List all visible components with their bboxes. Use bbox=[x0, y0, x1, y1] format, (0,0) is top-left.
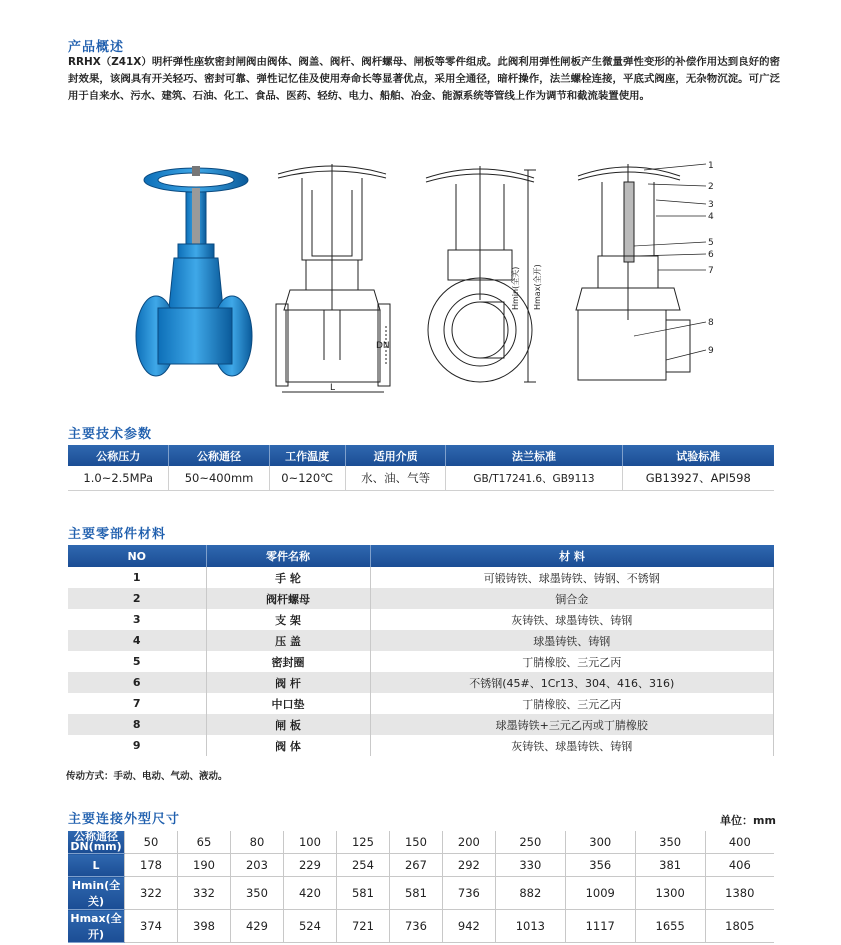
dims-table bbox=[68, 831, 774, 943]
part-callout: 4 bbox=[708, 212, 714, 222]
dims-dn-row bbox=[68, 831, 774, 854]
dn-cell: 350 bbox=[635, 831, 705, 854]
part-material: 可锻铸铁、球墨铸铁、铸钢、不锈钢 bbox=[370, 567, 774, 588]
dn-header-line1: 公称通径 bbox=[74, 830, 118, 843]
part-no: 7 bbox=[68, 693, 206, 714]
part-material: 丁腈橡胶、三元乙丙 bbox=[370, 693, 774, 714]
part-callout: 1 bbox=[708, 161, 714, 171]
tech-value: 50~400mm bbox=[169, 466, 269, 491]
part-name: 阀 杆 bbox=[206, 672, 370, 693]
dim-cell: 581 bbox=[336, 877, 389, 910]
dim-cell: 178 bbox=[125, 854, 178, 877]
tech-header: 试验标准 bbox=[676, 449, 721, 463]
part-name: 密封圈 bbox=[206, 651, 370, 672]
parts-title: 主要零部件材料 bbox=[68, 527, 167, 542]
dim-cell: 1117 bbox=[565, 910, 635, 943]
dim-cell: 190 bbox=[177, 854, 230, 877]
dim-cell: 1380 bbox=[705, 877, 774, 910]
dim-cell: 736 bbox=[389, 910, 442, 943]
part-no: 1 bbox=[68, 567, 206, 588]
tech-value: 水、油、气等 bbox=[345, 466, 446, 491]
dim-cell: 420 bbox=[283, 877, 336, 910]
part-callout: 3 bbox=[708, 200, 714, 210]
dim-cell: 332 bbox=[177, 877, 230, 910]
part-material: 丁腈橡胶、三元乙丙 bbox=[370, 651, 774, 672]
parts-header: 材 料 bbox=[559, 550, 585, 563]
row-label: Hmin(全关) bbox=[68, 877, 125, 910]
valve-drawing-parts bbox=[568, 160, 728, 390]
valve-drawing-side bbox=[420, 160, 550, 392]
dim-cell: 356 bbox=[565, 854, 635, 877]
dn-cell: 80 bbox=[230, 831, 283, 854]
dn-cell: 50 bbox=[125, 831, 178, 854]
dim-cell: 942 bbox=[442, 910, 495, 943]
part-no: 4 bbox=[68, 630, 206, 651]
dims-title: 主要连接外型尺寸 bbox=[68, 812, 181, 827]
tech-header: 公称通径 bbox=[169, 445, 269, 466]
part-material: 灰铸铁、球墨铸铁、铸钢 bbox=[370, 609, 774, 630]
part-callout: 7 bbox=[708, 266, 714, 276]
dim-cell: 882 bbox=[495, 877, 565, 910]
dim-cell: 229 bbox=[283, 854, 336, 877]
part-material: 球墨铸铁+三元乙丙或丁腈橡胶 bbox=[370, 714, 774, 735]
dn-cell: 250 bbox=[495, 831, 565, 854]
dim-cell: 381 bbox=[635, 854, 705, 877]
row-label: Hmax(全开) bbox=[68, 910, 125, 943]
dn-cell: 200 bbox=[442, 831, 495, 854]
dim-cell: 322 bbox=[125, 877, 178, 910]
part-callout: 5 bbox=[708, 238, 714, 248]
dn-header bbox=[68, 831, 125, 854]
dim-cell: 524 bbox=[283, 910, 336, 943]
tech-header: 工作温度 bbox=[269, 445, 345, 466]
dn-dim-label: DN bbox=[376, 341, 390, 351]
part-no: 5 bbox=[68, 651, 206, 672]
dim-cell: 330 bbox=[495, 854, 565, 877]
part-name: 手 轮 bbox=[206, 567, 370, 588]
dim-cell: 292 bbox=[442, 854, 495, 877]
part-no: 2 bbox=[68, 588, 206, 609]
dn-cell: 300 bbox=[565, 831, 635, 854]
dim-cell: 1013 bbox=[495, 910, 565, 943]
dim-cell: 736 bbox=[442, 877, 495, 910]
parts-table bbox=[68, 545, 774, 756]
dim-cell: 398 bbox=[177, 910, 230, 943]
dims-hmax-row bbox=[68, 910, 774, 943]
hmin-dim-label: Hmin(全关) bbox=[511, 266, 520, 310]
part-no: 3 bbox=[68, 609, 206, 630]
part-no: 8 bbox=[68, 714, 206, 735]
valve-photo bbox=[128, 158, 260, 388]
parts-header: NO bbox=[68, 545, 206, 567]
dims-hmin-row bbox=[68, 877, 774, 910]
dim-cell: 254 bbox=[336, 854, 389, 877]
valve-drawing-front bbox=[272, 160, 394, 398]
part-no: 6 bbox=[68, 672, 206, 693]
part-no: 9 bbox=[68, 735, 206, 756]
dn-cell: 100 bbox=[283, 831, 336, 854]
dn-cell: 65 bbox=[177, 831, 230, 854]
part-callout: 8 bbox=[708, 318, 714, 328]
part-callout: 2 bbox=[708, 182, 714, 192]
dim-cell: 1655 bbox=[635, 910, 705, 943]
tech-value: GB13927、API598 bbox=[622, 466, 774, 491]
part-material: 灰铸铁、球墨铸铁、铸钢 bbox=[370, 735, 774, 756]
dn-cell: 400 bbox=[705, 831, 774, 854]
part-callout: 9 bbox=[708, 346, 714, 356]
tech-value: 1.0~2.5MPa bbox=[68, 466, 169, 491]
tech-value: 0~120℃ bbox=[269, 466, 345, 491]
l-dim-label: L bbox=[330, 383, 336, 393]
part-material: 不锈钢(45#、1Cr13、304、416、316) bbox=[370, 672, 774, 693]
tech-header: 法兰标准 bbox=[446, 445, 622, 466]
part-name: 支 架 bbox=[206, 609, 370, 630]
dim-cell: 1009 bbox=[565, 877, 635, 910]
tech-header: 公称压力 bbox=[68, 445, 169, 466]
tech-title: 主要技术参数 bbox=[68, 427, 153, 442]
tech-table bbox=[68, 445, 774, 491]
dim-cell: 406 bbox=[705, 854, 774, 877]
dim-cell: 203 bbox=[230, 854, 283, 877]
dim-cell: 267 bbox=[389, 854, 442, 877]
dims-l-row bbox=[68, 854, 774, 877]
dn-header-line2: DN(mm) bbox=[70, 840, 122, 853]
dn-cell: 125 bbox=[336, 831, 389, 854]
dim-cell: 429 bbox=[230, 910, 283, 943]
part-callout: 6 bbox=[708, 250, 714, 260]
dim-cell: 581 bbox=[389, 877, 442, 910]
hmax-dim-label: Hmax(全开) bbox=[533, 264, 542, 310]
dn-cell: 150 bbox=[389, 831, 442, 854]
unit-label: 单位：mm bbox=[720, 814, 776, 827]
dim-cell: 721 bbox=[336, 910, 389, 943]
part-name: 闸 板 bbox=[206, 714, 370, 735]
dim-cell: 374 bbox=[125, 910, 178, 943]
overview-title: 产品概述 bbox=[68, 40, 125, 55]
tech-header: 适用介质 bbox=[345, 445, 446, 466]
part-name: 中口垫 bbox=[206, 693, 370, 714]
dim-cell: 350 bbox=[230, 877, 283, 910]
overview-text: RRHX（Z41X）明杆弹性座软密封闸阀由阀体、阀盖、阀杆、阀杆螺母、闸板等零件组成。此阀利用弹性闸板产生微量弹性变形的补偿作用达到良好的密封效果，该阀具有开关轻巧、密封可靠、弹性记忆佳及使用寿命长等显著优点，采用全通径，暗杆操作，法兰螺栓连接，平底式阀座，无杂物沉淀。可广泛用于自来水、污水、建筑、石油、化工、食品、医药、轻纺、电力、船舶、冶金、能源系统等管线上作为调节和截流装置使用。 bbox=[68, 56, 780, 102]
part-name: 阀 体 bbox=[206, 735, 370, 756]
row-label: L bbox=[68, 854, 125, 877]
parts-header: 零件名称 bbox=[206, 545, 370, 567]
part-material: 铜合金 bbox=[370, 588, 774, 609]
part-material: 球墨铸铁、铸钢 bbox=[370, 630, 774, 651]
drive-note: 传动方式：手动、电动、气动、液动。 bbox=[66, 771, 228, 782]
dim-cell: 1805 bbox=[705, 910, 774, 943]
tech-value: GB/T17241.6、GB9113 bbox=[446, 466, 622, 491]
dim-cell: 1300 bbox=[635, 877, 705, 910]
part-name: 压 盖 bbox=[206, 630, 370, 651]
part-name: 阀杆螺母 bbox=[206, 588, 370, 609]
